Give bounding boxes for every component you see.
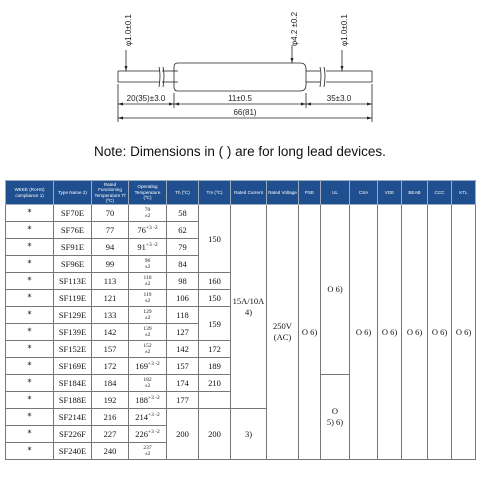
table-row — [6, 205, 476, 222]
type-name: SF169E — [54, 358, 92, 375]
header-type: Type Name 2) — [54, 181, 92, 205]
operating-temp-value — [129, 205, 167, 222]
type-name: SF214E — [54, 409, 92, 426]
operating-temp-value — [129, 307, 167, 324]
operating-temp-tolerance: +3 -2 — [147, 429, 160, 436]
fuse-spec-table — [5, 180, 476, 460]
operating-temp-number: 96 — [144, 257, 151, 264]
operating-temp-value — [129, 239, 167, 256]
header-csa: CSA — [350, 181, 378, 205]
table-header-row — [6, 181, 476, 205]
type-name: SF119E — [54, 290, 92, 307]
operating-temp-tolerance: ±2 — [144, 315, 151, 321]
operating-temp-number: 139 — [143, 325, 152, 332]
type-name: SF188E — [54, 392, 92, 409]
rated-temp-value: 99 — [92, 256, 129, 273]
weee-mark: * — [6, 273, 54, 290]
rated-temp-value: 157 — [92, 341, 129, 358]
operating-temp-value — [129, 358, 167, 375]
th-value: 84 — [167, 256, 199, 273]
lead-diameter-left-label: φ1.0±0.1 — [124, 14, 133, 46]
weee-mark: * — [6, 392, 54, 409]
type-name: SF113E — [54, 273, 92, 290]
rated-temp-value: 133 — [92, 307, 129, 324]
csa-mark: O 6) — [350, 205, 378, 460]
header-rated-voltage: Rated Voltage — [267, 181, 299, 205]
operating-temp-tolerance: ±2 — [144, 298, 151, 304]
weee-mark: * — [6, 324, 54, 341]
type-name: SF129E — [54, 307, 92, 324]
operating-temp-value — [129, 290, 167, 307]
weee-mark: * — [6, 375, 54, 392]
operating-temp-tolerance: +3 -2 — [147, 361, 160, 368]
rated-temp-value: 121 — [92, 290, 129, 307]
operating-temp-value — [129, 273, 167, 290]
type-name: SF96E — [54, 256, 92, 273]
rated-temp-value: 77 — [92, 222, 129, 239]
header-ccc: CCC — [428, 181, 452, 205]
weee-mark: * — [6, 443, 54, 460]
operating-temp-tolerance: ±2 — [144, 451, 151, 457]
tm-value — [199, 392, 231, 409]
th-value: 98 — [167, 273, 199, 290]
rated-temp-value: 227 — [92, 426, 129, 443]
header-vde: VDE — [378, 181, 402, 205]
operating-temp-number: 169 — [135, 361, 148, 371]
rated-current-note: 4) — [244, 306, 253, 317]
tm-value: 172 — [199, 341, 231, 358]
operating-temp-tolerance: +3 -2 — [147, 412, 160, 419]
th-value: 118 — [167, 307, 199, 324]
type-name: SF240E — [54, 443, 92, 460]
operating-temp-tolerance: +3 -2 — [145, 225, 158, 232]
weee-mark: * — [6, 341, 54, 358]
rated-temp-value: 184 — [92, 375, 129, 392]
rated-temp-value: 192 — [92, 392, 129, 409]
type-name: SF184E — [54, 375, 92, 392]
rated-voltage-type: (AC) — [273, 332, 292, 342]
weee-mark: * — [6, 426, 54, 443]
th-value: 157 — [167, 358, 199, 375]
tm-value: 160 — [199, 273, 231, 290]
th-value: 174 — [167, 375, 199, 392]
weee-mark: * — [6, 409, 54, 426]
th-value: 106 — [167, 290, 199, 307]
lead-diameter-right-label: φ1.0±0.1 — [340, 14, 349, 46]
type-name: SF70E — [54, 205, 92, 222]
rated-temp-value: 142 — [92, 324, 129, 341]
rated-current-value: 15A/10A — [232, 295, 265, 306]
operating-temp-number: 76 — [137, 225, 146, 235]
header-ul: UL — [321, 181, 350, 205]
operating-temp-tolerance: +3 -2 — [145, 242, 158, 249]
th-value: 79 — [167, 239, 199, 256]
ul-bottom-note: 5) 6) — [326, 417, 344, 427]
ccc-mark: O 6) — [428, 205, 452, 460]
rated-temp-value: 70 — [92, 205, 129, 222]
tm-value: 159 — [199, 307, 231, 341]
beab-mark: O 6) — [402, 205, 428, 460]
type-name: SF76E — [54, 222, 92, 239]
tm-value: 200 — [199, 409, 231, 460]
operating-temp-tolerance: ±2 — [144, 383, 151, 389]
rated-temp-value: 94 — [92, 239, 129, 256]
operating-temp-tolerance: ±2 — [144, 349, 151, 355]
header-operating-temp: Operating Temperature (ºC) — [129, 181, 167, 205]
rated-voltage-value: 250V — [273, 321, 292, 331]
operating-temp-number: 129 — [143, 308, 152, 315]
body-diameter-label: φ4.2 ±0.2 — [290, 11, 299, 46]
operating-temp-value — [129, 341, 167, 358]
lead-length-left-label: 20(35)±3.0 — [126, 94, 166, 103]
operating-temp-value — [129, 409, 167, 426]
fuse-dimension-drawing — [0, 0, 480, 140]
tm-value: 210 — [199, 375, 231, 392]
operating-temp-value — [129, 324, 167, 341]
rated-temp-value: 216 — [92, 409, 129, 426]
weee-mark: * — [6, 222, 54, 239]
operating-temp-value — [129, 426, 167, 443]
operating-temp-number: 119 — [143, 291, 152, 298]
tm-value: 150 — [199, 290, 231, 307]
header-ktl: KTL — [452, 181, 476, 205]
operating-temp-value — [129, 392, 167, 409]
vde-mark: O 6) — [378, 205, 402, 460]
tm-value: 189 — [199, 358, 231, 375]
header-pse: PSE — [299, 181, 321, 205]
pse-mark: O 6) — [299, 205, 321, 460]
weee-mark: * — [6, 239, 54, 256]
operating-temp-value — [129, 256, 167, 273]
type-name: SF152E — [54, 341, 92, 358]
operating-temp-tolerance: ±2 — [144, 213, 151, 219]
operating-temp-number: 182 — [143, 376, 152, 383]
body-length-label: 11±0.5 — [228, 94, 252, 103]
rated-voltage-cell — [267, 205, 299, 460]
lead-length-right-label: 35±3.0 — [326, 94, 352, 103]
header-weee: WEEE (RoHS) compliance 1) — [6, 181, 54, 205]
overall-length-label: 66(81) — [233, 108, 257, 117]
operating-temp-tolerance: ±2 — [144, 332, 151, 338]
weee-mark: * — [6, 256, 54, 273]
header-tm: Tm (ºC) — [199, 181, 231, 205]
weee-mark: * — [6, 205, 54, 222]
weee-mark: * — [6, 290, 54, 307]
header-beab: BEAB — [402, 181, 428, 205]
operating-temp-number: 237 — [143, 444, 152, 451]
rated-temp-value: 172 — [92, 358, 129, 375]
ul-bottom-mark: O — [331, 406, 339, 416]
operating-temp-tolerance: +3 -2 — [147, 395, 160, 402]
rated-current-cell — [231, 205, 267, 409]
operating-temp-number: 70 — [144, 206, 151, 213]
operating-temp-tolerance: ±2 — [144, 281, 151, 287]
weee-mark: * — [6, 358, 54, 375]
th-value: 177 — [167, 392, 199, 409]
operating-temp-number: 152 — [143, 342, 152, 349]
operating-temp-value — [129, 443, 167, 460]
operating-temp-number: 110 — [143, 274, 152, 281]
header-rated-current: Rated Current — [231, 181, 267, 205]
operating-temp-number: 188 — [135, 395, 148, 405]
tm-value: 150 — [199, 205, 231, 273]
ul-mark-bottom — [321, 375, 350, 460]
operating-temp-number: 91 — [137, 242, 146, 252]
header-rated-temp: Rated Functioning Temperature Tf (ºC) — [92, 181, 129, 205]
th-value: 142 — [167, 341, 199, 358]
type-name: SF91E — [54, 239, 92, 256]
ul-mark-top: O 6) — [321, 205, 350, 375]
long-lead-note: Note: Dimensions in ( ) are for long lead devices. — [94, 144, 386, 159]
th-value: 62 — [167, 222, 199, 239]
th-value: 200 — [167, 409, 199, 460]
operating-temp-value — [129, 222, 167, 239]
type-name: SF226F — [54, 426, 92, 443]
operating-temp-number: 226 — [135, 429, 148, 439]
rated-temp-value: 240 — [92, 443, 129, 460]
operating-temp-tolerance: ±2 — [144, 264, 151, 270]
operating-temp-number: 214 — [135, 412, 148, 422]
th-value: 127 — [167, 324, 199, 341]
header-th: Th (ºC) — [167, 181, 199, 205]
weee-mark: * — [6, 307, 54, 324]
type-name: SF139E — [54, 324, 92, 341]
ktl-mark: O 6) — [452, 205, 476, 460]
operating-temp-value — [129, 375, 167, 392]
th-value: 58 — [167, 205, 199, 222]
rated-temp-value: 113 — [92, 273, 129, 290]
rated-current-note-bottom: 3) — [231, 409, 267, 460]
